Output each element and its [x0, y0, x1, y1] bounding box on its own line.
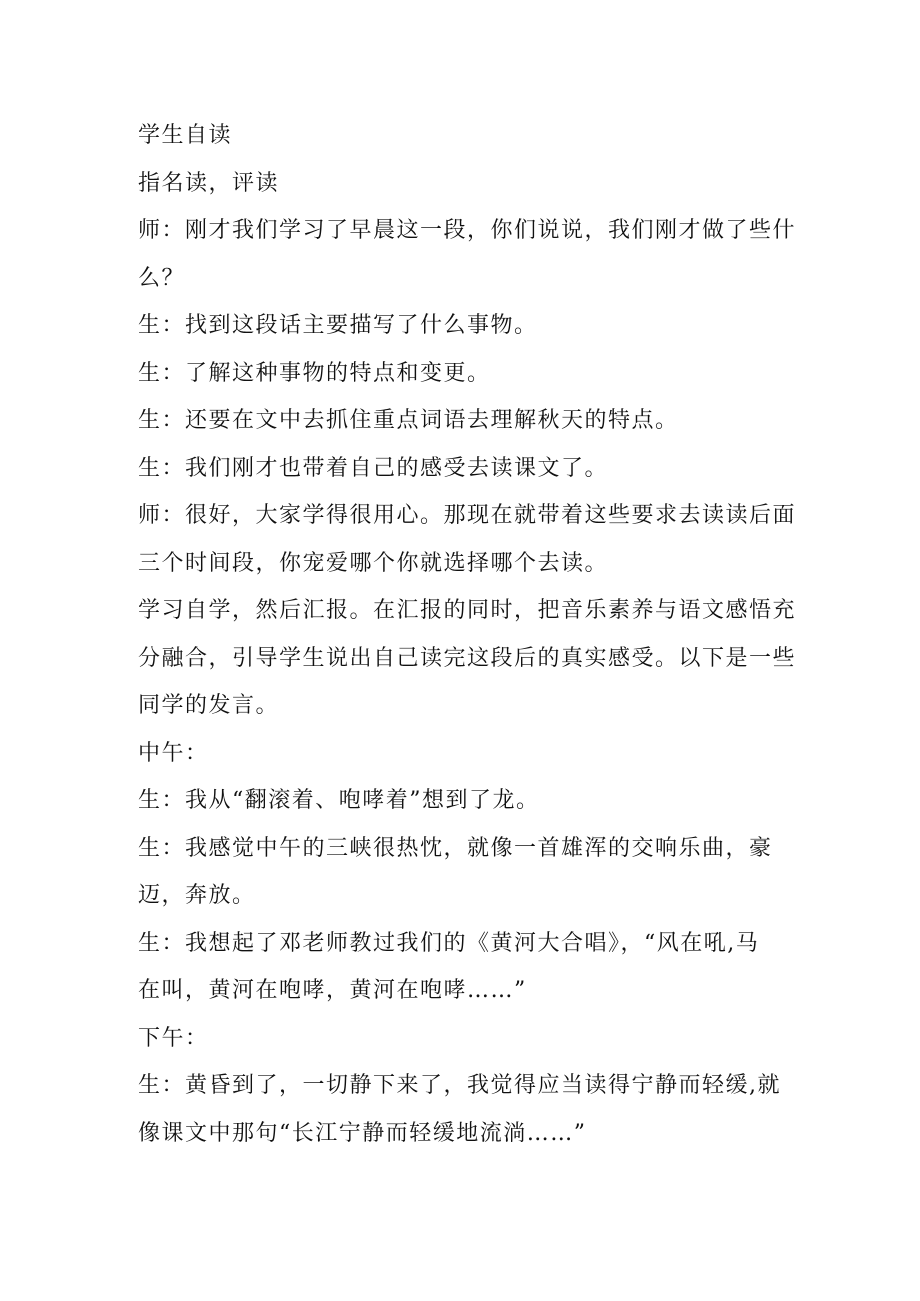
text-line-instruction-3: 同学的发言。	[138, 693, 280, 718]
text-line-noon-answer-2a: 生：我感觉中午的三峡很热忱，就像一首雄浑的交响乐曲，豪	[138, 835, 773, 861]
text-line-teacher-praise-1: 师：很好，大家学得很用心。那现在就带着这些要求去读读后面	[138, 503, 797, 528]
document-body	[138, 112, 798, 1157]
text-line-noon-answer-1: 生：我从“翻滚着、咆哮着”想到了龙。	[138, 788, 540, 813]
text-line-noon-answer-3a: 生：我想起了邓老师教过我们的《黄河大合唱》，“风在吼,马	[138, 930, 760, 956]
text-line-instruction-1: 学习自学，然后汇报。在汇报的同时，把音乐素养与语文感悟充	[138, 598, 797, 623]
text-line-afternoon-answer-1b: 像课文中那句“长江宁静而轻缓地流淌……”	[138, 1120, 587, 1146]
text-line-teacher-praise-2: 三个时间段，你宠爱哪个你就选择哪个去读。	[138, 550, 609, 576]
text-line-student-answer-4: 生：我们刚才也带着自己的感受去读课文了。	[138, 455, 609, 481]
text-line-student-answer-2: 生：了解这种事物的特点和变更。	[138, 360, 491, 386]
text-line-student-answer-3: 生：还要在文中去抓住重点词语去理解秋天的特点。	[138, 408, 679, 433]
section-heading-afternoon: 下午：	[138, 1025, 209, 1051]
text-line-self-reading: 学生自读	[138, 123, 233, 148]
text-line-instruction-2: 分融合，引导学生说出自己读完这段后的真实感受。以下是一些	[138, 645, 797, 671]
text-line-teacher-question-2: 么？	[138, 265, 186, 291]
text-line-noon-answer-3b: 在叫，黄河在咆哮，黄河在咆哮……”	[138, 978, 527, 1003]
section-heading-noon: 中午：	[138, 740, 209, 766]
text-line-teacher-question-1: 师：刚才我们学习了早晨这一段，你们说说，我们刚才做了些什	[138, 218, 797, 243]
text-line-named-reading: 指名读，评读	[138, 170, 280, 196]
text-line-afternoon-answer-1a: 生：黄昏到了，一切静下来了，我觉得应当读得宁静而轻缓,就	[138, 1073, 781, 1098]
text-line-noon-answer-2b: 迈，奔放。	[138, 883, 256, 908]
text-line-student-answer-1: 生：找到这段话主要描写了什么事物。	[138, 313, 538, 338]
